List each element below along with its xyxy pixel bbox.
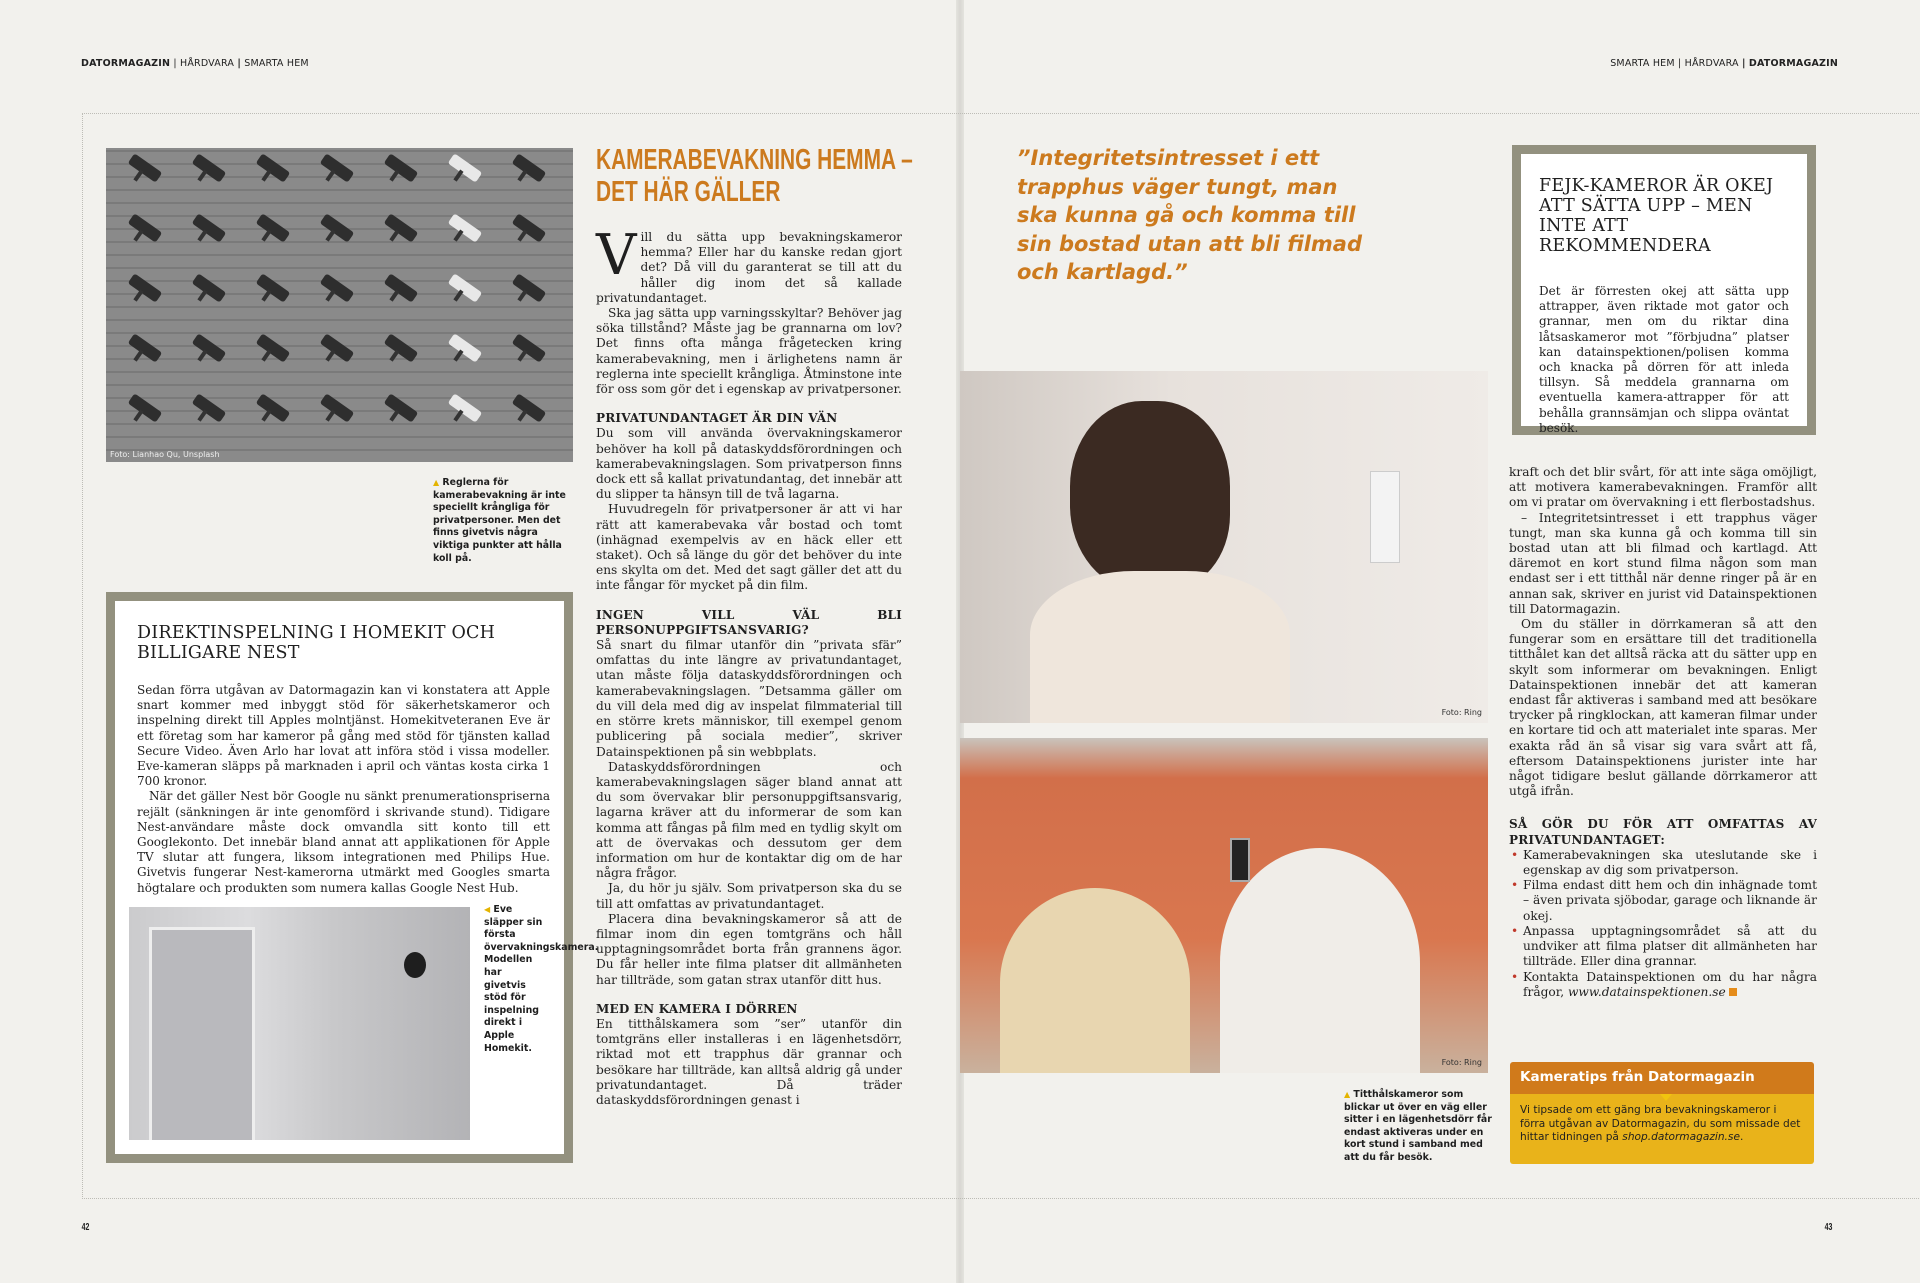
article-column-1	[596, 223, 902, 1108]
paragraph: kraft och det blir svårt, för att inte säga omöjligt, att motivera kamerabevakningen. Framför allt om vi pratar om övervakning i ett flerbostadshus.	[1509, 465, 1817, 510]
camera-shape	[512, 393, 547, 422]
camera-shape	[448, 273, 483, 302]
camera-shape	[448, 153, 483, 182]
photo-credit: Foto: Lianhao Qu, Unsplash	[110, 450, 220, 459]
doorbell-shape	[1370, 471, 1400, 563]
triangle-up-icon: ▲	[433, 478, 440, 487]
page-number-right: 43	[1824, 1222, 1833, 1233]
camera-shape	[256, 273, 291, 302]
camera-shape	[192, 393, 227, 422]
camera-shape	[256, 393, 291, 422]
camera-shape	[320, 273, 355, 302]
subheading: SÅ GÖR DU FÖR ATT OMFATTAS AV PRIVATUNDANTAGET:	[1509, 817, 1817, 847]
topic-label: SMARTA HEM	[1610, 58, 1675, 69]
camera-shape	[320, 213, 355, 242]
caption-text: Reglerna för kamerabevakning är inte speciellt krångliga för privatpersoner. Men det finns givetvis några viktiga punkter att hålla koll på.	[433, 477, 566, 564]
separator: |	[173, 58, 177, 69]
camera-shape	[448, 213, 483, 242]
tip-box	[1510, 1062, 1814, 1164]
tip-box-title: Kameratips från Datormagazin	[1510, 1062, 1814, 1094]
person-shape	[1220, 848, 1420, 1073]
camera-shape	[448, 333, 483, 362]
camera-shape	[128, 213, 163, 242]
paragraph: Ja, du hör ju själv. Som privatperson ska du se till att omfattas av privatundantaget.	[596, 881, 902, 911]
drop-cap: V	[596, 223, 637, 288]
camera-shape	[384, 273, 419, 302]
paragraph: Huvudregeln för privatpersoner är att vi har rätt att kamerabevaka vår bostad och tomt (inhägnad exempelvis av en häck eller ett staket). Och så länge du gör det behöver du inte ens skylta om det. Med det sagt gäller det att du inte fångar för mycket på din film.	[596, 502, 902, 593]
door-shape	[149, 927, 255, 1140]
camera-shape	[128, 393, 163, 422]
paragraph: En titthålskamera som ”ser” utanför din tomtgräns eller installeras i en lägenhetsdörr, riktad mot ett trapphus där grannar och besökare har tillträde, kan alltså aldrig gå under privatundantaget. Då träder dataskyddsförordningen genast i	[596, 1016, 902, 1107]
box-title: DIREKTINSPELNING I HOMEKIT OCH BILLIGARE NEST	[137, 623, 496, 663]
camera-shape	[256, 333, 291, 362]
camera-shape	[384, 213, 419, 242]
sidebar-box-fake-cameras	[1512, 145, 1816, 435]
topic-label: SMARTA HEM	[244, 58, 309, 69]
separator: |	[1678, 58, 1682, 69]
section-label: HÅRDVARA	[1684, 58, 1739, 69]
camera-shape	[448, 393, 483, 422]
camera-shape	[320, 333, 355, 362]
camera-shape	[192, 273, 227, 302]
bullet-list	[1509, 848, 1817, 1000]
running-head-left	[81, 58, 309, 69]
camera-shape	[192, 213, 227, 242]
photo-credit: Foto: Ring	[1441, 708, 1482, 717]
camera-shape	[404, 952, 426, 978]
camera-shape	[128, 153, 163, 182]
eve-camera-photo	[129, 907, 470, 1140]
paragraph: Dataskyddsförordningen och kamerabevakningslagen säger bland annat att du som övervakar blir personuppgiftsansvarig, lagarna kräver att du informerar de som kan komma att fångas på film med en tydlig skylt om att de övervakas och dessutom ger dem information om hur de kontaktar dig om de har några frågor.	[596, 759, 902, 881]
paragraph: Du som vill använda övervakningskameror behöver ha koll på dataskyddsförordningen och kamerabevakningslagen. Som privatperson finns dock ett så kallat privatundantag, det innebär att du slipper ta hänsyn till de två lagarna.	[596, 426, 902, 502]
triangle-left-icon: ◀	[484, 905, 491, 914]
camera-shape	[320, 393, 355, 422]
paragraph: Sedan förra utgåvan av Datormagazin kan vi konstatera att Apple snart kommer med inbyggt stöd för säkerhetskameror och inspelning direkt till Apples molntjänst. Homekitveteranen Eve är ett företag som har kameror på gång med stöd för tjänsten kallad Secure Video. Även Arlo har lovat att införa stöd i vissa modeller. Eve-kameran släpps på marknaden i april och väntas kosta cirka 1 700 kronor.	[137, 683, 550, 789]
camera-shape	[512, 153, 547, 182]
pull-quote: ”Integritetsintresset i ett trapphus väger tungt, man ska kunna gå och komma till sin bostad utan att bli filmad och kartlagd.”	[1017, 146, 1363, 284]
paragraph: Ska jag sätta upp varningsskyltar? Behöver jag söka tillstånd? Måste jag be grannarna om lov? Det finns ofta många frågetecken kring kamerabevakning, men i ärlighetens namn är reglerna inte speciellt krångliga. Åtminstone inte för oss som gör det i egenskap av privatpersoner.	[596, 306, 902, 397]
paragraph: – Integritetsintresset i ett trapphus väger tungt, man ska kunna gå och komma till sin bostad utan att bli filmad och kartlagd. Att däremot en kort stund filma någon som man endast ser i ett titthål när denne ringer på är en annan sak, skriver en jurist vid Datainspektionen till Datormagazin.	[1509, 510, 1817, 616]
camera-shape	[512, 273, 547, 302]
datainspektionen-link[interactable]: www.datainspektionen.se	[1567, 984, 1726, 999]
brand-label: DATORMAGAZIN	[81, 58, 171, 69]
photo-credit: Foto: Ring	[1441, 1058, 1482, 1067]
box-title: FEJK-KAMEROR ÄR OKEJ ATT SÄTTA UPP – MEN INTE ATT REKOMMENDERA	[1539, 176, 1774, 256]
subheading: MED EN KAMERA I DÖRREN	[596, 1001, 798, 1016]
camera-shape	[384, 153, 419, 182]
tip-box-body	[1510, 1094, 1814, 1164]
photo-caption	[433, 477, 575, 565]
separator: |	[237, 58, 241, 69]
section-label: HÅRDVARA	[179, 58, 235, 69]
article-column-2	[1509, 465, 1817, 1000]
camera-shape	[256, 213, 291, 242]
camera-shape	[512, 333, 547, 362]
person-shape	[1000, 888, 1190, 1073]
photo-caption	[1344, 1089, 1494, 1165]
paragraph: När det gäller Nest bör Google nu sänkt prenumerationspriserna rejält (sänkningen är inte genomförd i skrivande stund). Tidigare Nest-användare måste dock omvandla sitt konto till ett Googlekonto. Det innebär bland annat att applikationen för Apple TV slutar att fungera, liksom integrationen med Philips Hue. Givetvis fungerar Nest-kamerorna utmärkt med Googles smarta högtalare och produkten som numera kallas Google Nest Hub.	[137, 789, 550, 895]
paragraph: Så snart du filmar utanför din ”privata sfär” omfattas du inte längre av privatundantaget, utan måste följa dataskyddsförordningen och kamerabevakningslagen. ”Detsamma gäller om du vill dela med dig av inspelat filmmaterial till en större krets människor, till exempel genom publicering på sociala medier”, skriver Datainspektionen på sin webbplats.	[596, 638, 902, 759]
page-number-left: 42	[81, 1222, 90, 1233]
camera-shape	[256, 153, 291, 182]
subheading: INGEN VILL VÄL BLI PERSONUPPGIFTSANSVARIG?	[596, 607, 902, 637]
triangle-up-icon: ▲	[1344, 1090, 1351, 1099]
list-item	[1509, 970, 1817, 1000]
subheading: PRIVATUNDANTAGET ÄR DIN VÄN	[596, 411, 838, 426]
shirt-shape	[1030, 571, 1290, 723]
paragraph: Det är förresten okej att sätta upp attrapper, även riktade mot gator och grannar, men om du riktar dina låtsaskameror mot ”förbjudna” platser kan datainspektionen/polisen komma och knacka på dörren för att inleda tillsyn. Så meddela grannarna om eventuella kamera-attrapper för att behålla grannsämjan och slippa oväntat besök.	[1539, 284, 1789, 435]
photo-caption	[484, 904, 599, 1055]
caption-text: Titthålskameror som blickar ut över en väg eller sitter i en lägenhetsdörr får endast aktiveras under en kort stund i samband med att du får besök.	[1344, 1089, 1492, 1163]
camera-shape	[192, 333, 227, 362]
camera-shape	[384, 393, 419, 422]
separator: |	[1741, 58, 1746, 69]
list-item: • Kamerabevakningen ska uteslutande ske i egenskap av dig som privatperson.	[1509, 848, 1817, 878]
peephole-camera-shape	[1230, 838, 1250, 882]
camera-shape	[320, 153, 355, 182]
punctuation: .	[1739, 1131, 1744, 1144]
paragraph: ill du sätta upp bevakningskameror hemma? Eller har du kanske redan gjort det? Då vill du garanterat se till att du håller dig inom det så kallade privatundantaget.	[596, 230, 902, 305]
article-headline: KAMERABEVAKNING HEMMA – DET HÄR GÄLLER	[596, 144, 913, 208]
couple-door-photo	[960, 738, 1488, 1073]
shop-link[interactable]: shop.datormagazin.se	[1622, 1131, 1740, 1144]
hair-shape	[1070, 401, 1230, 591]
security-cameras-photo	[106, 148, 573, 462]
caption-text: Eve släpper sin första övervakningskamera. Modellen har givetvis stöd för inspelning direkt i Apple Homekit.	[484, 904, 599, 1054]
camera-shape	[512, 213, 547, 242]
brand-label: DATORMAGAZIN	[1748, 58, 1838, 69]
camera-shape	[128, 333, 163, 362]
list-item-text: Kontakta Datainspektionen om du har några frågor,	[1523, 969, 1817, 999]
paragraph: Om du ställer in dörrkameran så att den fungerar som en ersättare till det traditionella titthålet kan det alltså räcka att du sätter upp en skylt som informerar om bevakningen. Enligt Datainspektionen innebär det att kameran endast får aktiveras i samband med att besökare trycker på ringklockan, att kameran filmar under en kortare tid och att materialet inte sparas. Mer exakta råd än så visar sig vara svårt att få, eftersom Datainspektionens jurister inte har något tidigare beslut gällande dörrkameror att utgå ifrån.	[1509, 617, 1817, 799]
list-item: • Anpassa upptagningsområdet så att du undviker att filma platser dit allmänheten har tillträde. Eller dina grannar.	[1509, 924, 1817, 970]
camera-shape	[384, 333, 419, 362]
tip-text: Vi tipsade om ett gäng bra bevakningskameror i förra utgåvan av Datormagazin, du som missade det hittar tidningen på	[1520, 1104, 1801, 1144]
woman-doorbell-photo	[960, 371, 1488, 723]
running-head-right	[1610, 58, 1838, 69]
camera-shape	[192, 153, 227, 182]
end-mark-icon	[1729, 988, 1737, 996]
camera-shape	[128, 273, 163, 302]
paragraph: Placera dina bevakningskameror så att de filmar inom din egen tomtgräns och håll upptagningsområdet borta från grannens ägor. Du får heller inte filma platser dit allmänheten har tillträde, som gatan strax utanför ditt hus.	[596, 911, 902, 987]
list-item: • Filma endast ditt hem och din inhägnade tomt – även privata sjöbodar, garage och liknande är okej.	[1509, 878, 1817, 924]
